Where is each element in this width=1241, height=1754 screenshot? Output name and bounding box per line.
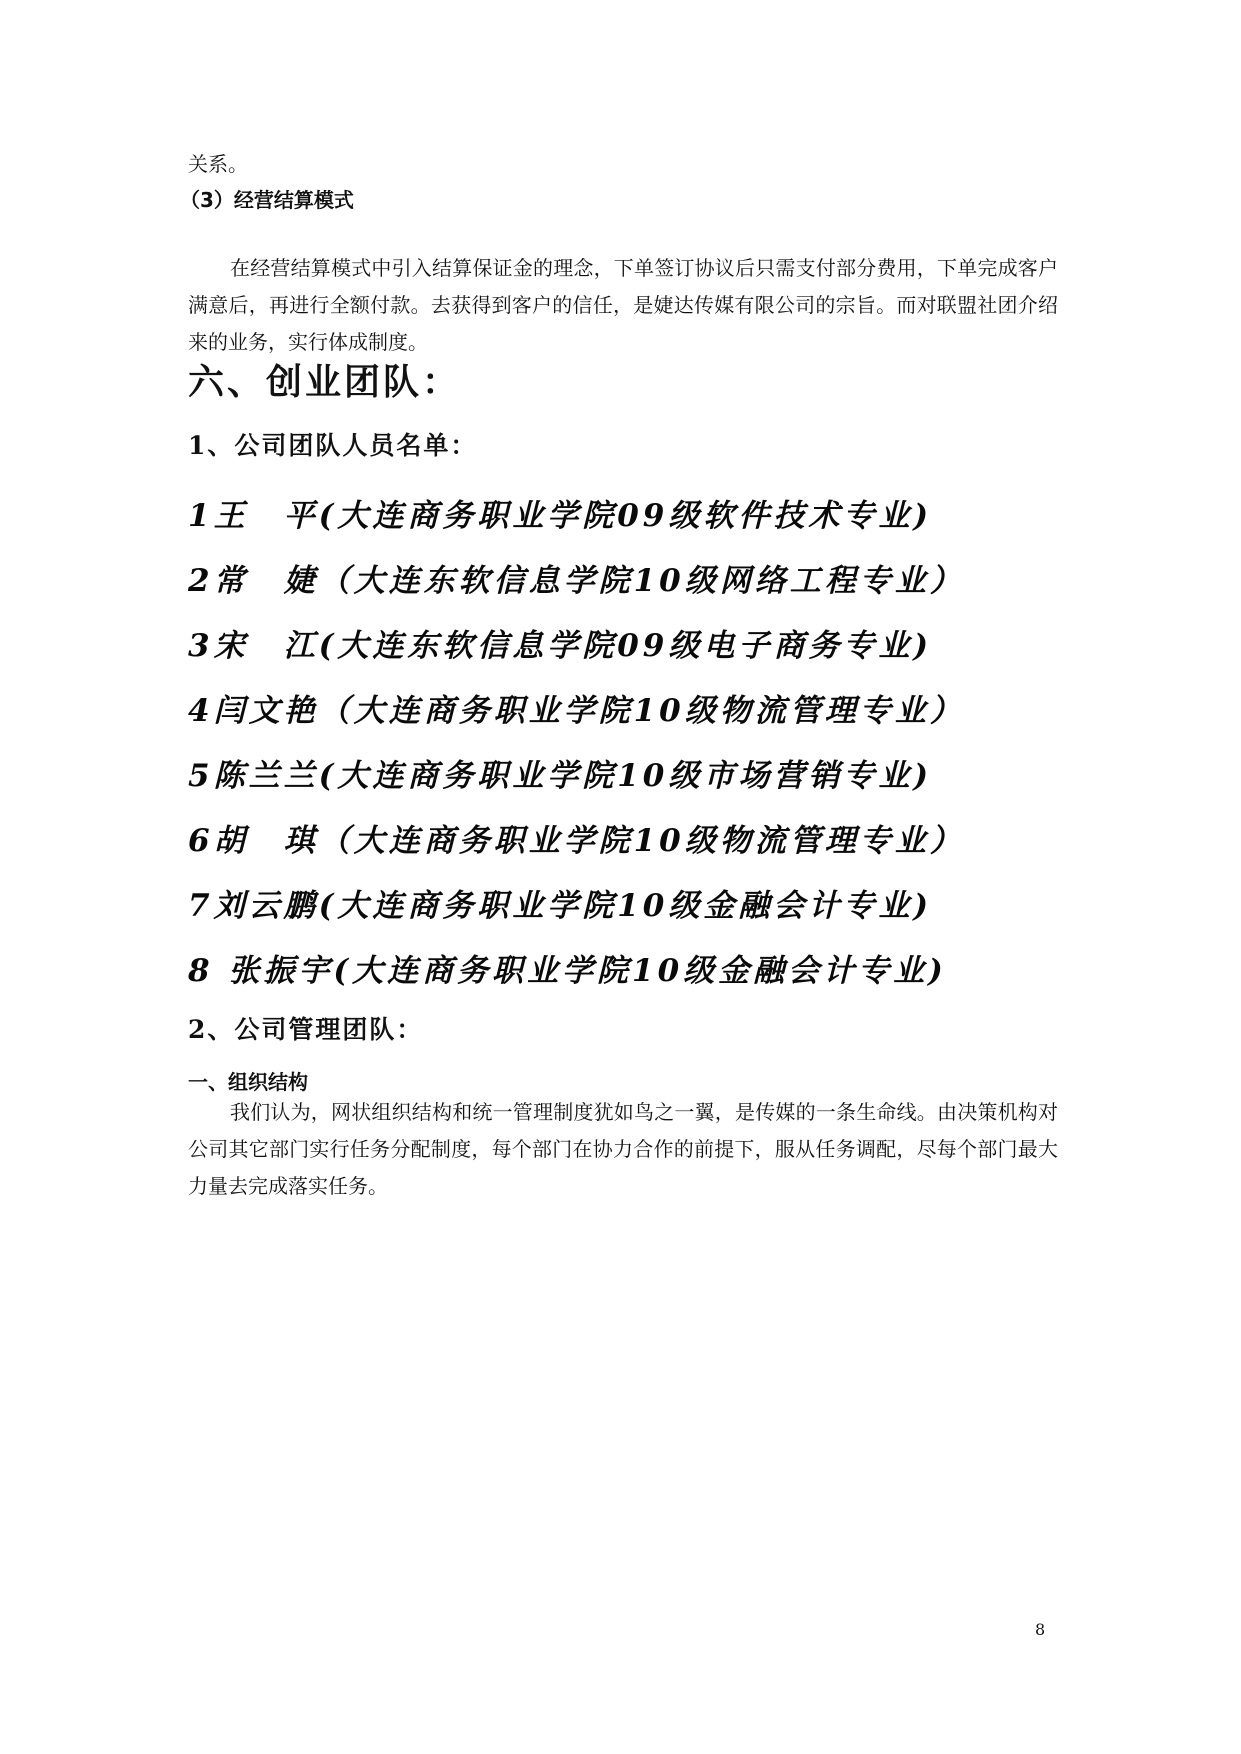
page-number: 8 bbox=[1035, 1620, 1046, 1639]
org-structure-paragraph: 我们认为，网状组织结构和统一管理制度犹如鸟之一翼，是传媒的一条生命线。由决策机构对公司其它部门实行任务分配制度，每个部门在协力合作的前提下，服从任务调配，尽每个部门最大力量去完成落实任务。 bbox=[188, 1100, 1058, 1198]
settlement-mode-paragraph: 在经营结算模式中引入结算保证金的理念，下单签订协议后只需支付部分费用，下单完成客户满意后，再进行全额付款。去获得到客户的信任，是婕达传媒有限公司的宗旨。而对联盟社团介绍来的业务，实行体成制度。 bbox=[188, 256, 1058, 354]
settlement-mode-heading: （3）经营结算模式 bbox=[180, 188, 354, 212]
team-member-5: 5陈兰兰(大连商务职业学院10级市场营销专业) bbox=[188, 758, 933, 794]
team-member-8: 8 张振宇(大连商务职业学院10级金融会计专业) bbox=[188, 953, 947, 989]
team-member-7: 7刘云鹏(大连商务职业学院10级金融会计专业) bbox=[188, 888, 933, 924]
team-member-3: 3宋 江(大连东软信息学院09级电子商务专业) bbox=[188, 628, 933, 664]
team-member-list bbox=[188, 484, 1048, 1004]
team-member-1: 1王 平(大连商务职业学院09级软件技术专业) bbox=[188, 498, 933, 534]
team-list-heading: 1、公司团队人员名单： bbox=[188, 431, 478, 460]
team-member-6: 6胡 琪（大连商务职业学院10级物流管理专业） bbox=[188, 823, 965, 859]
team-member-2: 2常 婕（大连东软信息学院10级网络工程专业） bbox=[188, 563, 965, 599]
team-member-4: 4闫文艳（大连商务职业学院10级物流管理专业） bbox=[188, 693, 965, 729]
org-structure-heading: 一、组织结构 bbox=[188, 1070, 308, 1094]
chapter-heading: 六、创业团队： bbox=[188, 361, 462, 403]
management-team-heading: 2、公司管理团队： bbox=[188, 1015, 424, 1044]
continuation-text: 关系。 bbox=[188, 152, 248, 176]
